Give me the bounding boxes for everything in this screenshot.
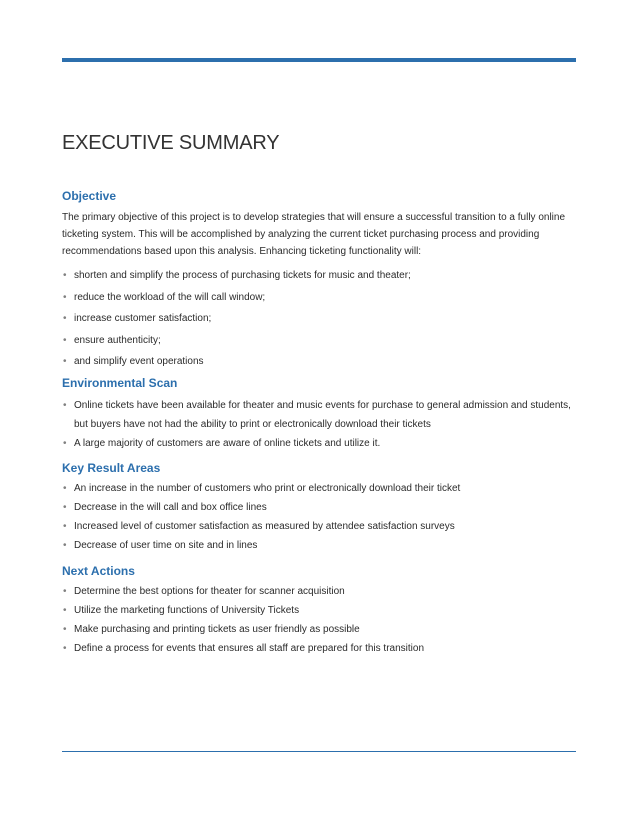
- bullet-icon: •: [63, 356, 67, 367]
- list-item-text: Online tickets have been available for theater and music events for purchase to general admission and students, but buyers have not had the ability to print or electronically download their tickets: [74, 399, 571, 430]
- document-body: [62, 131, 578, 660]
- bullet-icon: •: [63, 270, 67, 281]
- environmental-scan-list: [62, 396, 578, 453]
- next-actions-list: [62, 584, 578, 657]
- bullet-icon: •: [63, 623, 67, 635]
- objective-section: [62, 189, 578, 370]
- list-item-text: Decrease of user time on site and in lines: [74, 539, 258, 551]
- list-item: [62, 641, 578, 657]
- list-item: [62, 500, 578, 516]
- list-item: [62, 396, 578, 434]
- bullet-icon: •: [63, 334, 67, 346]
- bullet-icon: •: [63, 604, 67, 616]
- environmental-scan-section: [62, 376, 578, 453]
- page-title: EXECUTIVE SUMMARY: [62, 132, 280, 154]
- bullet-icon: •: [63, 520, 67, 532]
- bottom-rule: [62, 751, 576, 752]
- list-item: [62, 622, 578, 638]
- list-item: [62, 538, 578, 554]
- list-item-text: Increased level of customer satisfaction as measured by attendee satisfaction surveys: [74, 520, 455, 532]
- objective-paragraph: The primary objective of this project is to develop strategies that will ensure a successful transition to a fully online ticketing system. This will be accomplished by analyzing the current ticket purchasing process and providing recommendations based upon this analysis. Enhancing ticketing functionality will:: [62, 212, 566, 257]
- next-actions-section: [62, 564, 578, 657]
- key-result-areas-section: [62, 461, 578, 554]
- bullet-icon: •: [63, 291, 67, 303]
- list-item-text: Determine the best options for theater for scanner acquisition: [74, 585, 345, 597]
- list-item-text: increase customer satisfaction;: [74, 313, 212, 324]
- list-item-text: reduce the workload of the will call window;: [74, 291, 266, 303]
- list-item-text: A large majority of customers are aware of online tickets and utilize it.: [74, 437, 381, 449]
- list-item-text: ensure authenticity;: [74, 334, 161, 346]
- objective-list: [62, 268, 578, 370]
- key-result-areas-list: [62, 481, 578, 554]
- bullet-icon: •: [63, 399, 67, 411]
- list-item-text: Decrease in the will call and box office lines: [74, 501, 267, 513]
- bullet-icon: •: [63, 501, 67, 513]
- list-item: [62, 333, 578, 349]
- list-item-text: shorten and simplify the process of purchasing tickets for music and theater;: [74, 270, 411, 281]
- key-result-areas-heading: Key Result Areas: [62, 460, 161, 475]
- list-item: [62, 603, 578, 619]
- list-item: [62, 354, 578, 370]
- objective-heading: Objective: [62, 189, 117, 203]
- bullet-icon: •: [63, 313, 67, 324]
- list-item: [62, 434, 578, 453]
- environmental-scan-heading: Environmental Scan: [62, 375, 178, 390]
- list-item: [62, 290, 578, 306]
- bullet-icon: •: [63, 585, 67, 597]
- next-actions-heading: Next Actions: [62, 563, 135, 578]
- list-item: [62, 481, 578, 497]
- list-item: [62, 519, 578, 535]
- list-item-text: and simplify event operations: [74, 356, 204, 367]
- bullet-icon: •: [63, 539, 67, 551]
- list-item: [62, 584, 578, 600]
- list-item-text: Utilize the marketing functions of University Tickets: [74, 604, 300, 616]
- list-item: [62, 311, 578, 327]
- bullet-icon: •: [63, 437, 67, 449]
- list-item-text: Define a process for events that ensures all staff are prepared for this transition: [74, 642, 424, 654]
- list-item: [62, 268, 578, 284]
- bullet-icon: •: [63, 482, 67, 494]
- bullet-icon: •: [63, 642, 67, 654]
- list-item-text: An increase in the number of customers who print or electronically download their ticket: [74, 482, 461, 494]
- list-item-text: Make purchasing and printing tickets as user friendly as possible: [74, 623, 360, 635]
- top-rule: [62, 58, 576, 62]
